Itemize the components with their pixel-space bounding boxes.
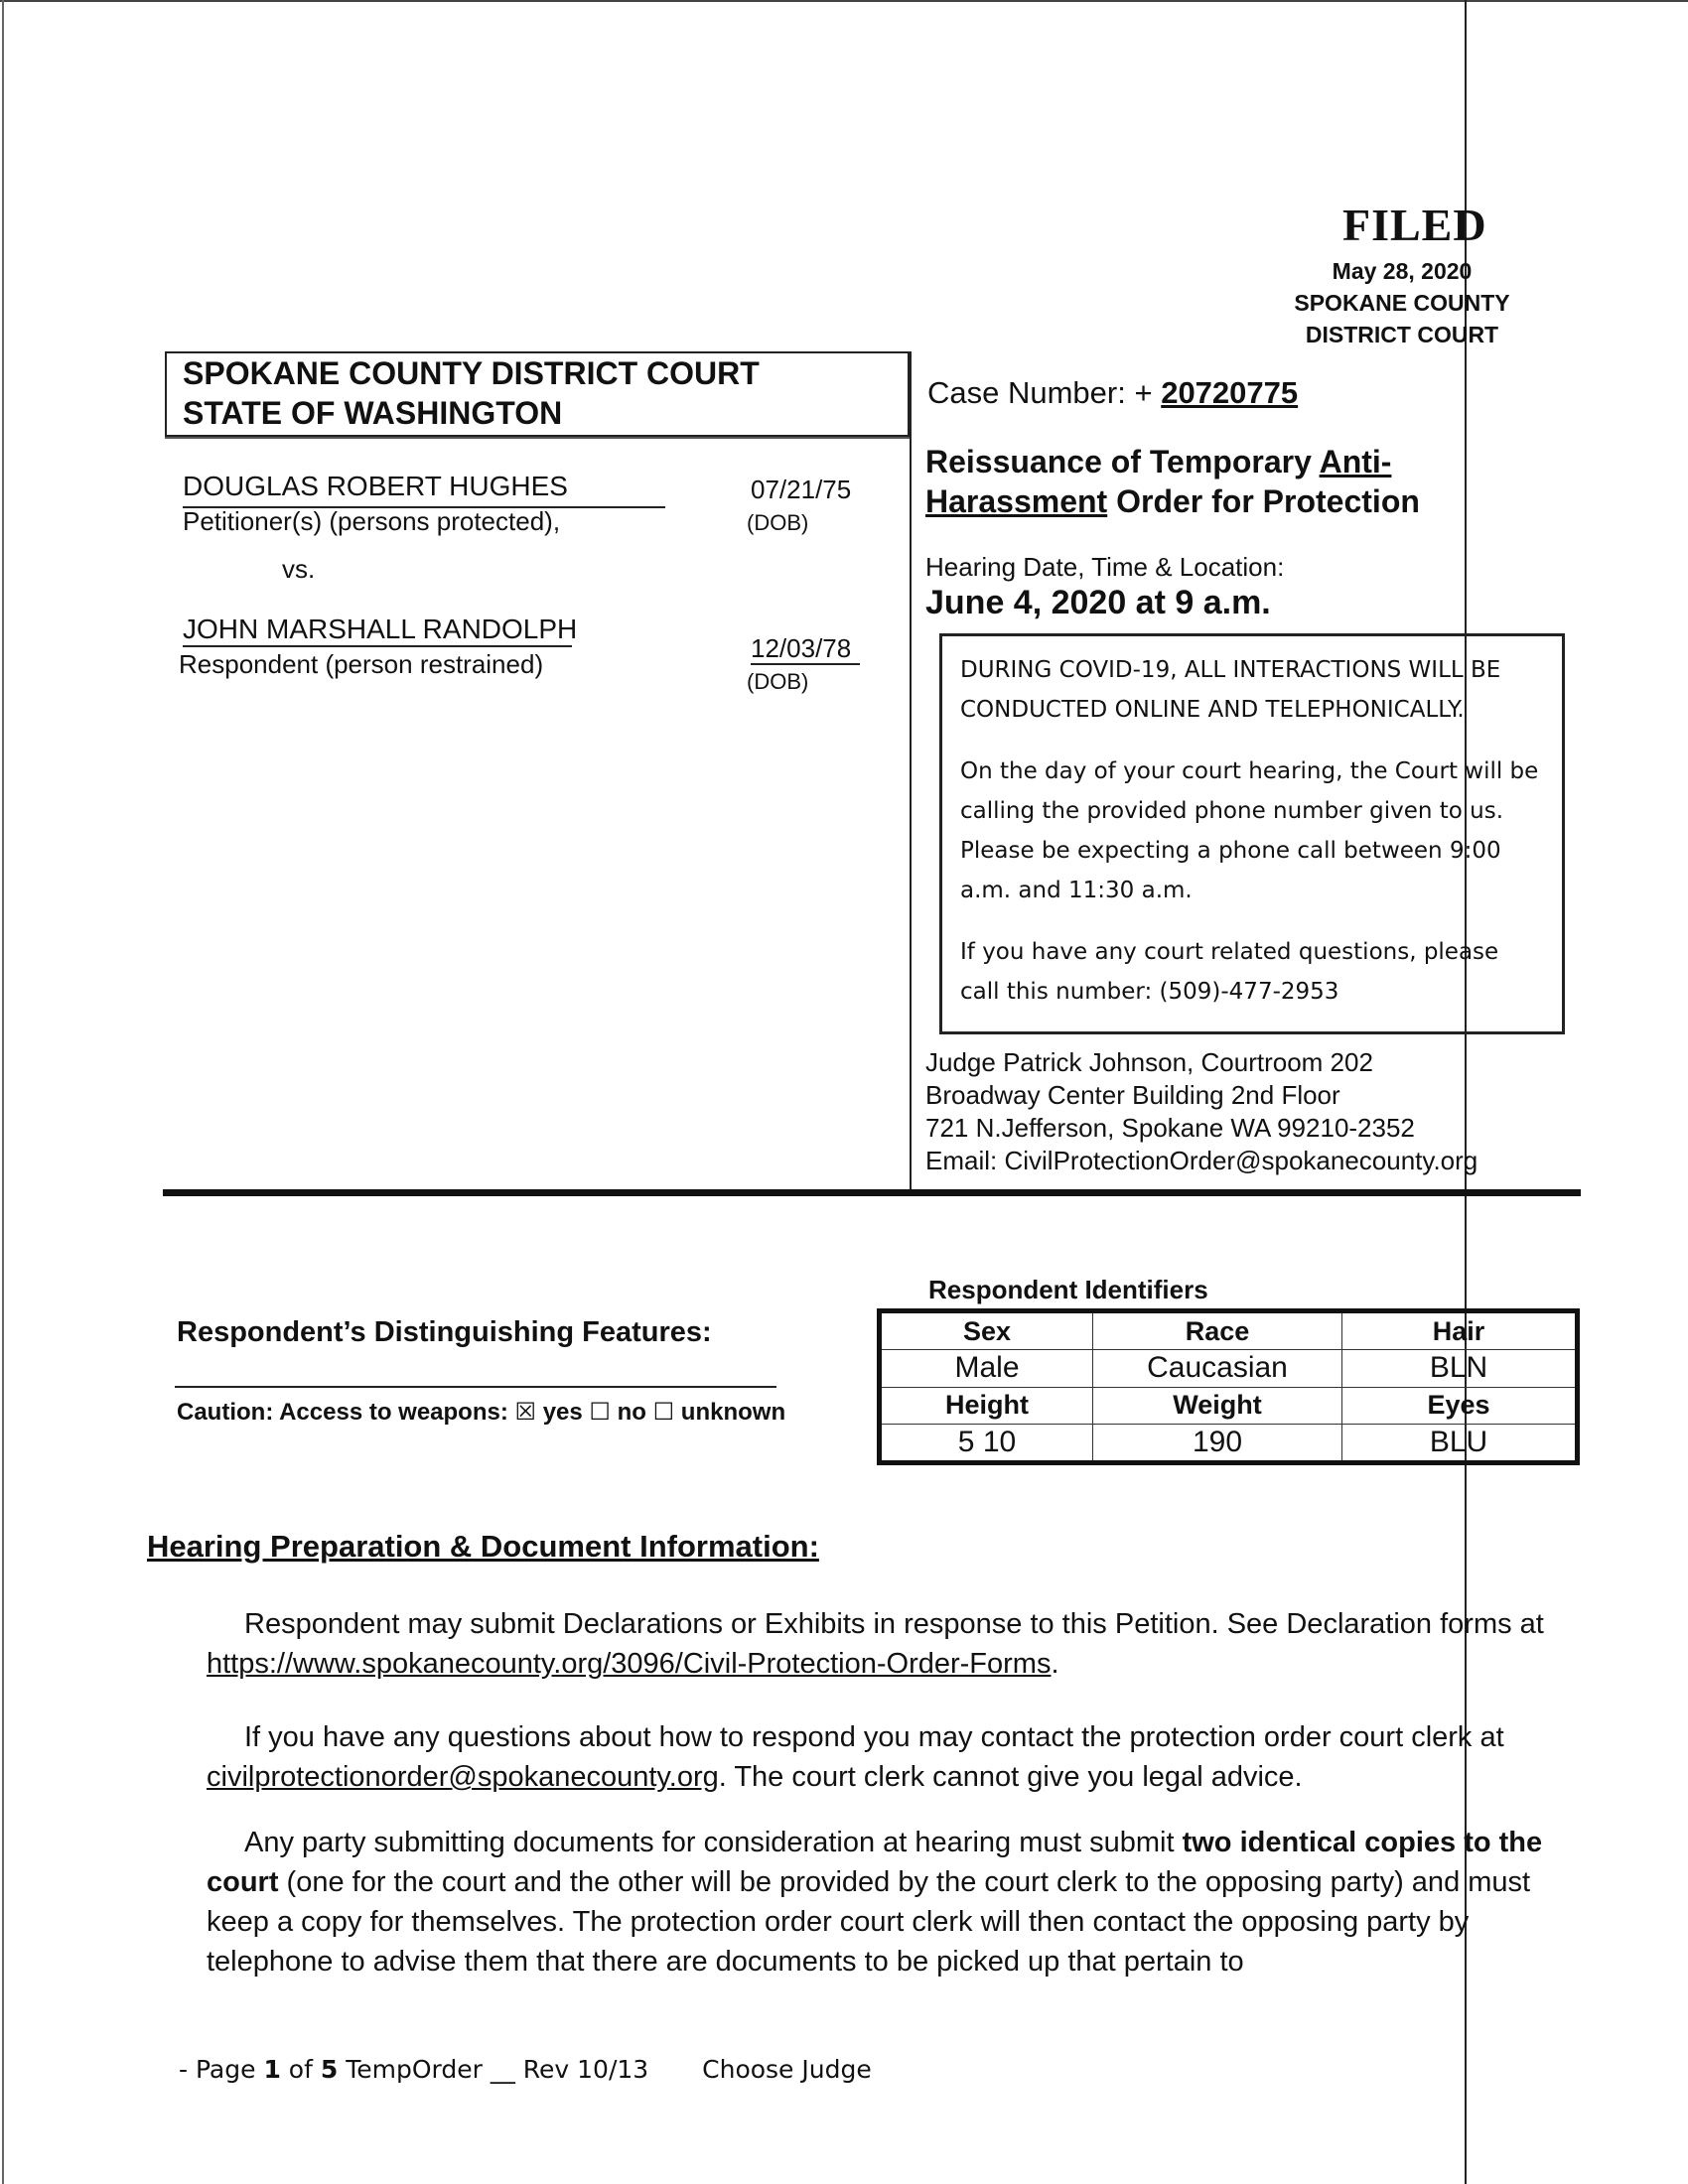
distinguishing-features-line (175, 1386, 776, 1388)
respondent-dob-underline (751, 663, 860, 665)
title-part2: Anti-Harassment (925, 444, 1392, 519)
building: Broadway Center Building 2nd Floor (925, 1080, 1340, 1110)
paragraph-text: . The court clerk cannot give you legal advice. (718, 1761, 1303, 1793)
paragraph-bold-text: two identical copies to the court (207, 1827, 1543, 1898)
page-edge-top (0, 0, 1688, 2)
header-weight: Weight (1093, 1387, 1342, 1424)
caption-divider (165, 437, 910, 439)
footer-page-total: 5 (320, 2055, 339, 2084)
covid-notice-call-info: On the day of your court hearing, the Court will be calling the provided phone number given to us. Please be expecting a phone call between 9:00 a.m. and 11:30 a.m. (960, 758, 1539, 903)
value-race: Caucasian (1093, 1350, 1342, 1387)
forms-link[interactable]: https://www.spokanecounty.org/3096/Civil-Protection-Order-Forms (207, 1648, 1052, 1680)
petitioner-dob-label: (DOB) (747, 510, 809, 535)
paragraph-declarations (207, 1604, 1557, 1684)
footer-page-number: 1 (263, 2055, 281, 2084)
filed-date: May 28, 2020 (1332, 258, 1473, 284)
header-hair: Hair (1342, 1311, 1578, 1350)
hearing-label: Hearing Date, Time & Location: (925, 552, 1285, 582)
weapons-unknown-checkbox-icon: ☐ (652, 1399, 675, 1426)
header-race: Race (1093, 1311, 1342, 1350)
weapons-unknown-label: unknown (680, 1399, 786, 1426)
paragraph-text: Respondent may submit Declarations or Exhibits in response to this Petition. See Declaration forms at (244, 1608, 1544, 1640)
caution-label: Caution: (177, 1399, 274, 1426)
respondent-name: JOHN MARSHALL RANDOLPH (183, 614, 578, 644)
footer-form: TempOrder __ Rev 10/13 (338, 2055, 649, 2084)
weapons-no-checkbox-icon: ☐ (589, 1399, 611, 1426)
respondent-identifiers-table (877, 1308, 1580, 1465)
paragraph-copies (207, 1823, 1557, 1981)
filed-stamp: FILED (1342, 200, 1487, 250)
hearing-date: June 4, 2020 at 9 a.m. (925, 584, 1271, 621)
page-edge-left (2, 0, 4, 2184)
email: Email: CivilProtectionOrder@spokanecounty.org (925, 1146, 1478, 1175)
table-row (880, 1311, 1578, 1350)
order-title (925, 442, 1442, 521)
title-part1: Reissuance of Temporary (925, 444, 1320, 479)
respondent-identifiers-title: Respondent Identifiers (928, 1275, 1208, 1304)
paragraph-text: . (1051, 1648, 1059, 1680)
hearing-prep-heading: Hearing Preparation & Document Information: (147, 1529, 819, 1564)
title-part3: Order for Protection (1107, 483, 1420, 519)
petitioner-dob: 07/21/75 (751, 475, 852, 504)
header-eyes: Eyes (1342, 1387, 1578, 1424)
court-state: STATE OF WASHINGTON (183, 395, 563, 431)
value-hair: BLN (1342, 1350, 1578, 1387)
distinguishing-features-label: Respondent’s Distinguishing Features: (177, 1316, 712, 1348)
respondent-underline (183, 645, 572, 647)
footer-choose-judge: Choose Judge (702, 2055, 872, 2084)
case-number (927, 375, 1298, 411)
respondent-dob-label: (DOB) (747, 669, 809, 694)
page-footer (179, 2055, 872, 2084)
footer-prefix: - Page (179, 2055, 264, 2084)
header-height: Height (880, 1387, 1093, 1424)
judge-location-block (925, 1046, 1477, 1177)
petitioner-name: DOUGLAS ROBERT HUGHES (183, 471, 568, 501)
value-height: 5 10 (880, 1424, 1093, 1462)
caution-text: Access to weapons: (279, 1399, 508, 1426)
covid-notice-contact: If you have any court related questions, please call this number: (509)-477-2953 (960, 939, 1499, 1005)
case-number-label: Case Number: + (927, 375, 1153, 410)
covid-notice-heading: DURING COVID-19, ALL INTERACTIONS WILL BE CONDUCTED ONLINE AND TELEPHONICALLY. (960, 657, 1501, 723)
court-caption-box (165, 351, 910, 437)
court-name: SPOKANE COUNTY DISTRICT COURT (183, 355, 760, 391)
paragraph-text: If you have any questions about how to respond you may contact the protection order court clerk at (244, 1721, 1504, 1753)
paragraph-text: (one for the court and the other will be provided by the court clerk to the opposing party) and must keep a copy for themselves. The protection order court clerk will then contact the opposing party by telephone to advise them that there are documents to be picked up that pertain to (207, 1866, 1531, 1978)
column-divider (910, 351, 912, 1195)
versus: vs. (282, 554, 316, 584)
weapons-caution (177, 1398, 785, 1427)
footer-of: of (280, 2055, 321, 2084)
address: 721 N.Jefferson, Spokane WA 99210-2352 (925, 1113, 1415, 1143)
paragraph-text: Any party submitting documents for consideration at hearing must submit (244, 1827, 1183, 1858)
value-weight: 190 (1093, 1424, 1342, 1462)
covid-notice-box (939, 633, 1565, 1034)
weapons-yes-checkbox-icon: ☒ (514, 1399, 537, 1426)
value-sex: Male (880, 1350, 1093, 1387)
petitioner-role: Petitioner(s) (persons protected), (183, 506, 561, 536)
header-sex: Sex (880, 1311, 1093, 1350)
value-eyes: BLU (1342, 1424, 1578, 1462)
judge-courtroom: Judge Patrick Johnson, Courtroom 202 (925, 1047, 1373, 1077)
case-number-value: 20720775 (1161, 375, 1299, 410)
table-row (880, 1350, 1578, 1387)
table-row (880, 1387, 1578, 1424)
table-row (880, 1424, 1578, 1462)
paragraph-questions (207, 1717, 1557, 1797)
weapons-no-label: no (617, 1399, 646, 1426)
clerk-email-link[interactable]: civilprotectionorder@spokanecounty.org (207, 1761, 719, 1793)
filed-county: SPOKANE COUNTY (1294, 290, 1510, 316)
respondent-dob: 12/03/78 (751, 633, 852, 663)
section-rule (163, 1189, 1581, 1196)
respondent-role: Respondent (person restrained) (179, 649, 544, 679)
filed-court: DISTRICT COURT (1305, 322, 1499, 347)
weapons-yes-label: yes (542, 1399, 583, 1426)
